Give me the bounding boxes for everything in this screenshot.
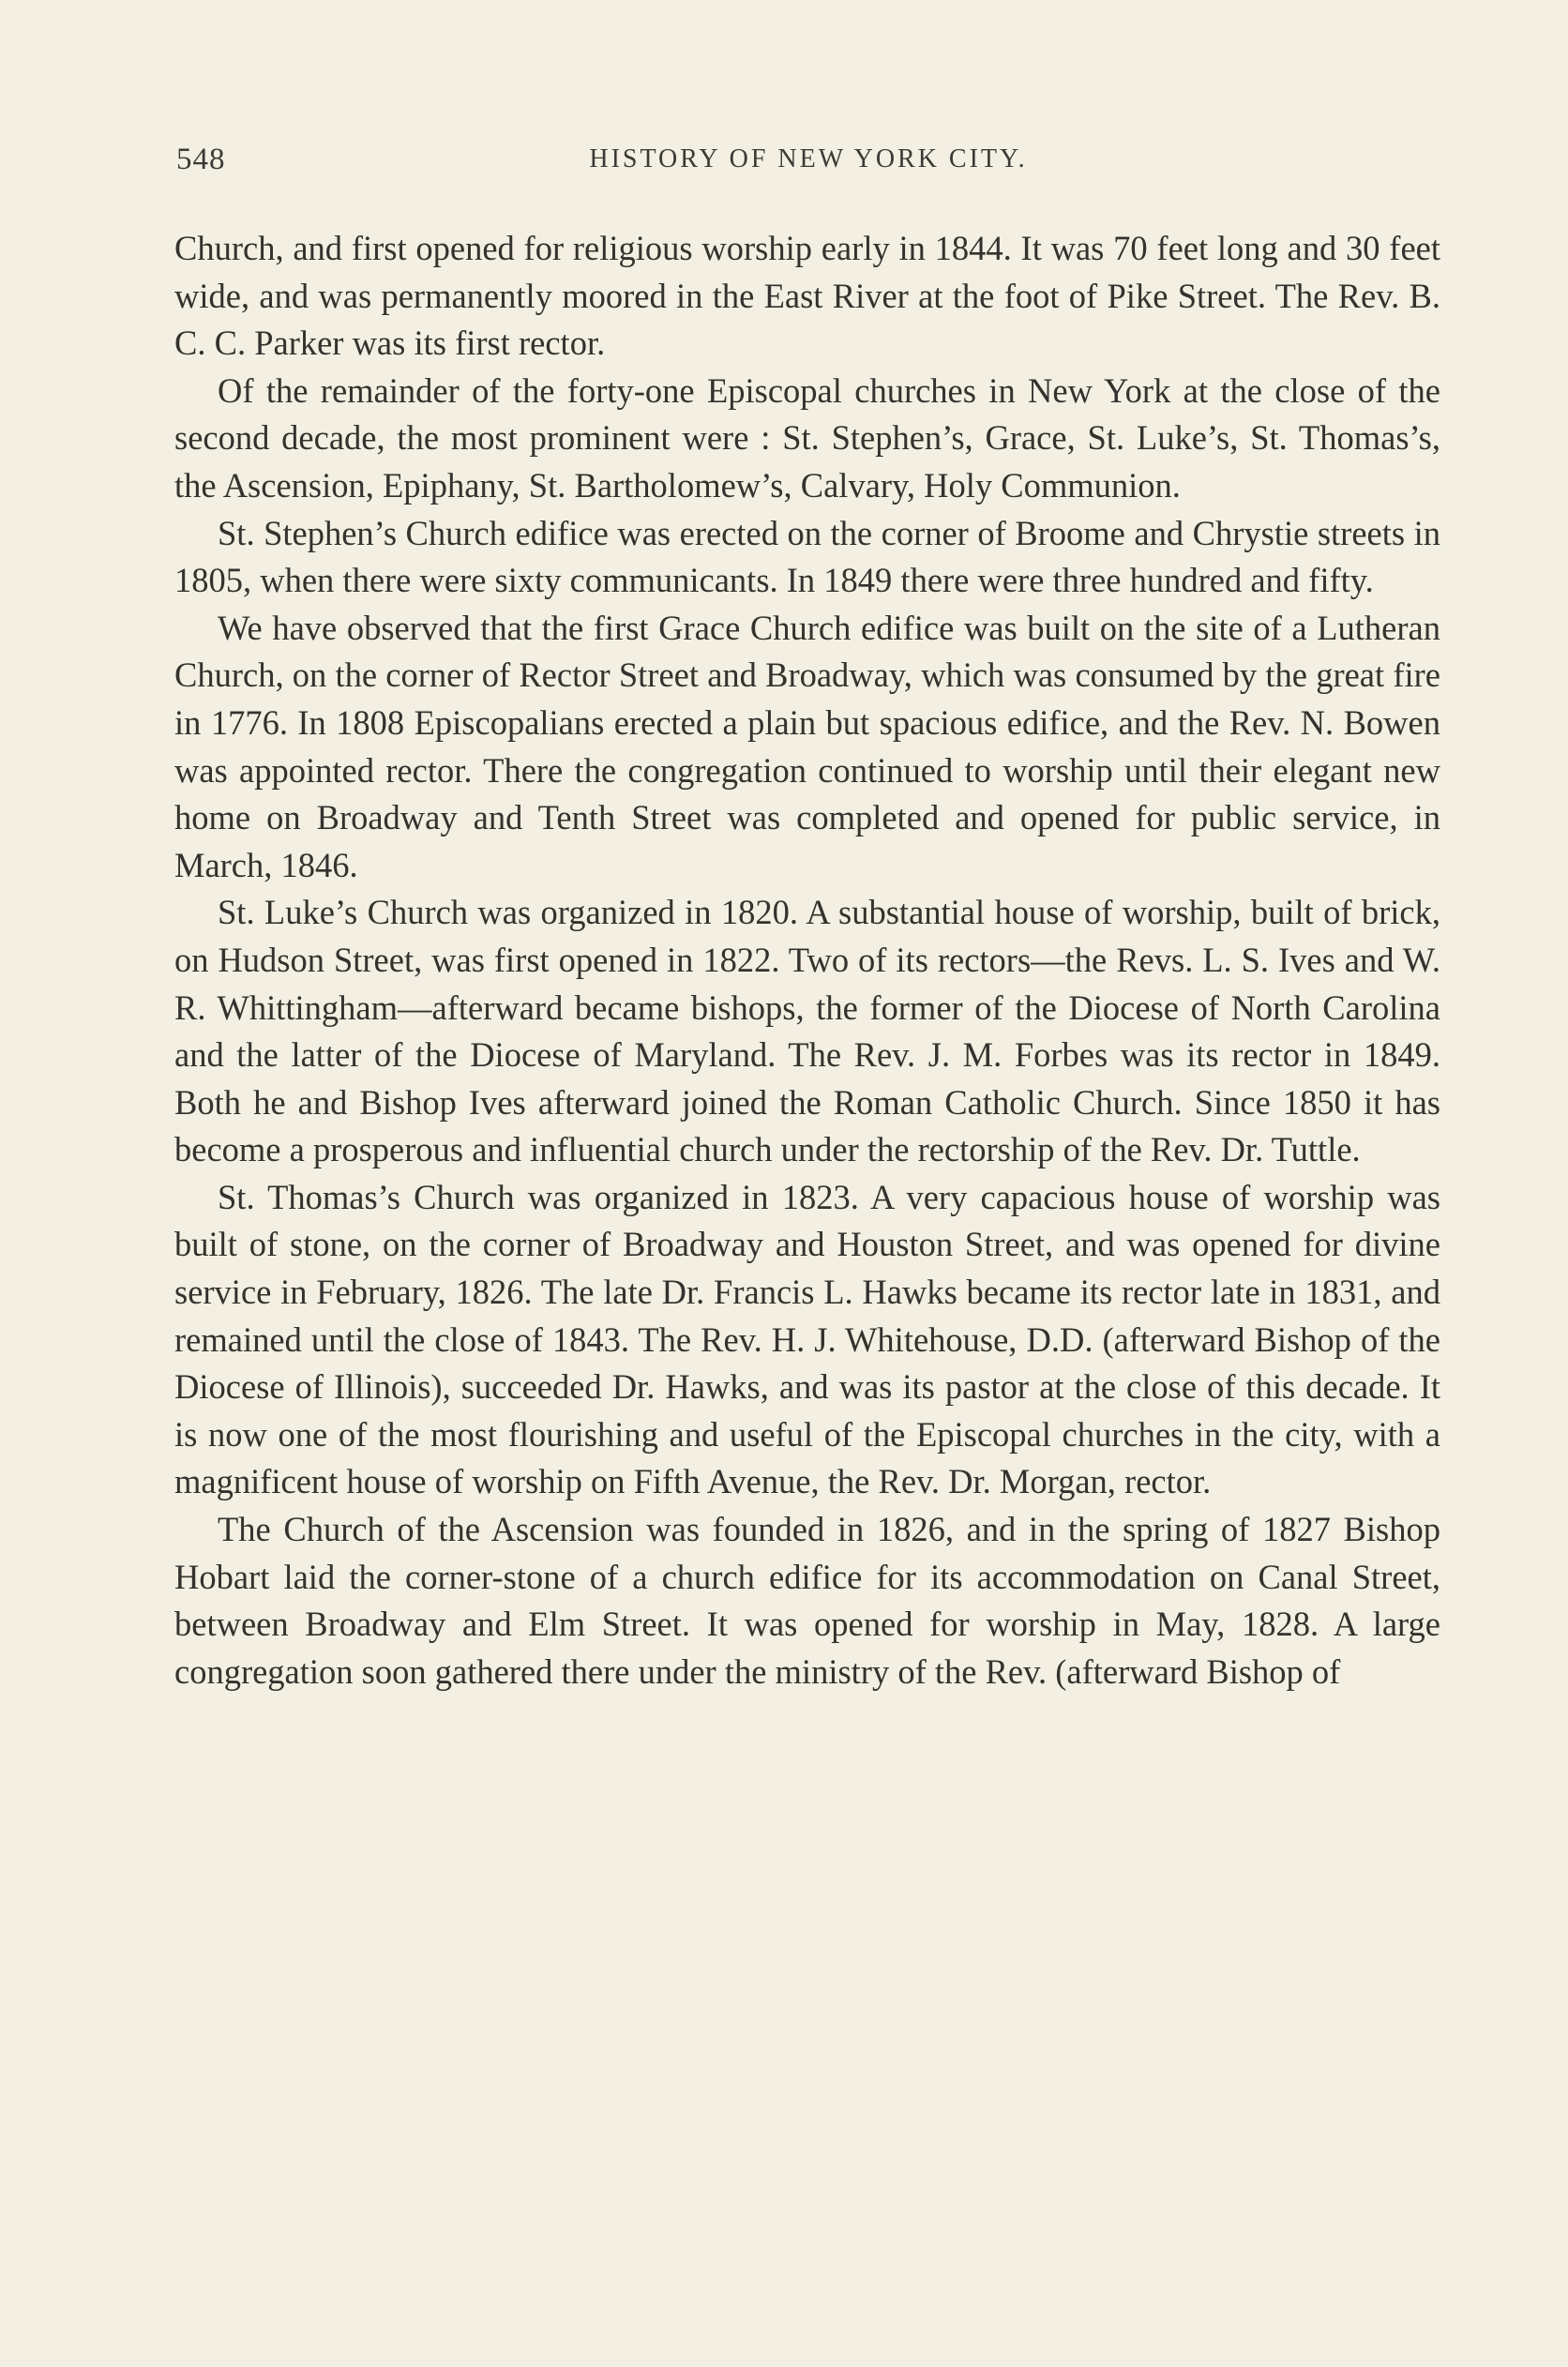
paragraph-continuation: Church, and first opened for religious worship early in 1844. It was 70 feet long and 30 feet wide, and was permanently moored in the East River at the foot of Pike Street. The Rev. B. C. C. Parker was its first rector.	[174, 229, 1440, 363]
paragraph-grace-church: We have observed that the first Grace Church edifice was built on the site of a Lutheran Church, on the corner of Rector Street and Broadway, which was consumed by the great fire in 1776. In 1808 Episcopalians erected a plain but spacious edifice, and the Rev. N. Bowen was appointed rector. There the congregation continued to worship until their elegant new home on Broadway and Tenth Street was completed and opened for public service, in March, 1846.	[174, 608, 1440, 884]
paragraph-st-thomas: St. Thomas’s Church was organized in 1823. A very capacious house of worship was built of stone, on the corner of Broadway and Houston Street, and was opened for divine service in February, 1826. The late Dr. Francis L. Hawks became its rector late in 1831, and remained until the close of 1843. The Rev. H. J. Whitehouse, D.D. (afterward Bishop of the Diocese of Illinois), succeeded Dr. Hawks, and was its pastor at the close of this decade. It is now one of the most flourishing and useful of the Episcopal churches in the city, with a magnificent house of worship on Fifth Avenue, the Rev. Dr. Morgan, rector.	[174, 1177, 1440, 1501]
body-text	[174, 225, 1440, 1696]
paragraph-episcopal-churches: Of the remainder of the forty-one Episcopal churches in New York at the close of the second decade, the most prominent were : St. Stephen’s, Grace, St. Luke’s, St. Thomas’s, the Ascension, Epiphany, St. Bartholomew’s, Calvary, Holy Communion.	[174, 370, 1440, 505]
running-title: HISTORY OF NEW YORK CITY.	[589, 144, 1028, 173]
running-header	[176, 143, 1440, 184]
paragraph-st-lukes: St. Luke’s Church was organized in 1820. A substantial house of worship, built of brick, on Hudson Street, was first opened in 1822. Two of its rectors—the Revs. L. S. Ives and W. R. Whittingham—afterward became bishops, the former of the Diocese of North Carolina and the latter of the Diocese of Maryland. The Rev. J. M. Forbes was its rector in 1849. Both he and Bishop Ives afterward joined the Roman Catholic Church. Since 1850 it has become a prosperous and influential church under the rectorship of the Rev. Dr. Tuttle.	[174, 893, 1440, 1169]
paragraph-st-stephens: St. Stephen’s Church edifice was erected on the corner of Broome and Chrystie streets in 1805, when there were sixty communicants. In 1849 there were three hundred and fifty.	[174, 513, 1440, 600]
paragraph-ascension: The Church of the Ascension was founded in 1826, and in the spring of 1827 Bishop Hobart laid the corner-stone of a church edifice for its accommodation on Canal Street, between Broadway and Elm Street. It was opened for worship in May, 1828. A large congregation soon gathered there under the ministry of the Rev. (afterward Bishop of	[174, 1510, 1440, 1691]
page-number: 548	[176, 143, 226, 176]
